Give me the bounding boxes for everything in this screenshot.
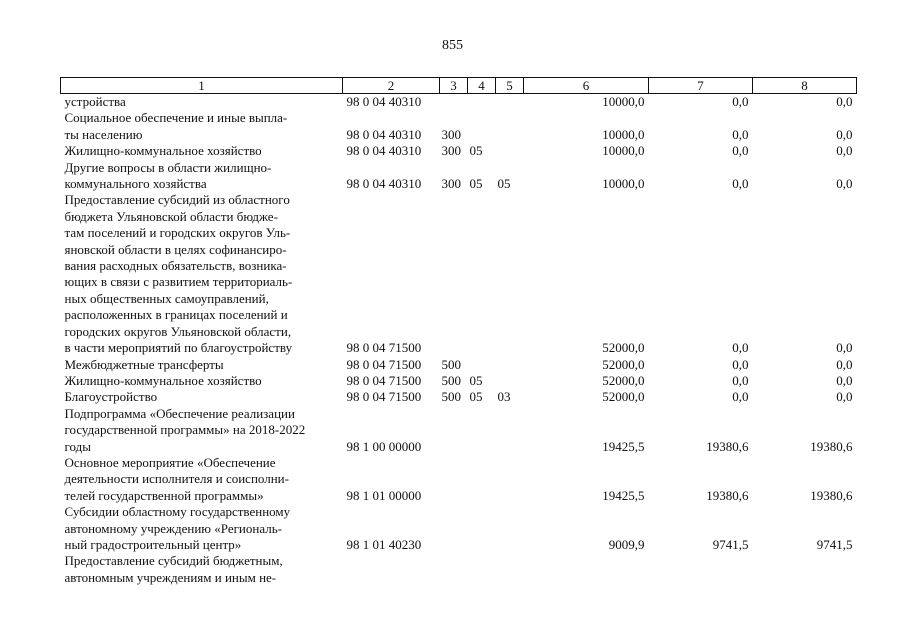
- expense-type: 300: [441, 143, 461, 159]
- target-code: 98 0 04 71500: [346, 340, 422, 356]
- amount-col-8: 0,0: [836, 389, 853, 405]
- row-name: Подпрограмма «Обеспечение реализации государственной программы» на 2018-2022 годы: [64, 405, 306, 454]
- target-code: 98 1 00 00000: [346, 438, 422, 454]
- row-name: устройства: [64, 94, 126, 109]
- amount-col-7: [649, 553, 753, 586]
- row-name: Предоставление субсидий из областного бюджета Ульяновской области бюдже- там поселений и городских округов Уль- яновской области в целях софинансиро- вания расходных обязательств, возника- ющих в связи с развитием территориаль- ных общественных самоуправлений, расположенных в границах поселений и городских округов Ульяновской области, в части мероприятий по благоустройству: [64, 192, 293, 356]
- expense-type: [440, 94, 468, 111]
- table-row: [61, 373, 857, 389]
- col-header-6: 6: [524, 78, 649, 94]
- table-row: [61, 357, 857, 373]
- table-row: [61, 553, 857, 586]
- section: [468, 192, 496, 356]
- section: [468, 110, 496, 143]
- amount-col-8: 0,0: [836, 143, 853, 159]
- target-code: 98 0 04 40310: [346, 94, 422, 109]
- row-name: Жилищно-коммунальное хозяйство: [64, 372, 262, 388]
- target-code: 98 1 01 40230: [346, 536, 422, 552]
- table-row: [61, 110, 857, 143]
- amount-col-8: 0,0: [836, 340, 853, 356]
- amount-col-6: 10000,0: [602, 94, 645, 109]
- section: 05: [469, 372, 483, 388]
- amount-col-6: 19425,5: [602, 487, 645, 503]
- subsection: [496, 373, 524, 389]
- table-row: [61, 94, 857, 111]
- row-name: Другие вопросы в области жилищно- коммунального хозяйства: [64, 159, 272, 192]
- header-row: [61, 78, 857, 94]
- table-row: [61, 455, 857, 504]
- target-code: 98 0 04 40310: [346, 143, 422, 159]
- amount-col-8: 0,0: [836, 356, 853, 372]
- amount-col-8: [753, 553, 857, 586]
- budget-table: [60, 77, 857, 586]
- expense-type: 300: [441, 126, 461, 142]
- target-code: 98 0 04 40310: [346, 126, 422, 142]
- amount-col-6: 9009,9: [608, 536, 645, 552]
- section: [468, 406, 496, 455]
- col-header-7: 7: [649, 78, 753, 94]
- subsection: [496, 406, 524, 455]
- page-number: 855: [442, 38, 463, 53]
- table-row: [61, 389, 857, 405]
- expense-type: 300: [441, 176, 461, 192]
- col-header-4: 4: [468, 78, 496, 94]
- amount-col-6: 52000,0: [602, 340, 645, 356]
- row-name: Благоустройство: [64, 389, 158, 405]
- target-code: 98 0 04 71500: [346, 356, 422, 372]
- col-header-8: 8: [753, 78, 857, 94]
- amount-col-7: 0,0: [732, 143, 749, 159]
- row-name: Субсидии областному государственному автономному учреждению «Региональ- ный градостроительный центр»: [64, 504, 291, 552]
- row-name: Основное мероприятие «Обеспечение деятельности исполнителя и соисполни- телей государственной программы»: [64, 454, 289, 503]
- amount-col-7: 0,0: [732, 372, 749, 388]
- subsection: [496, 192, 524, 356]
- target-code: [343, 553, 440, 586]
- row-name: Социальное обеспечение и иные выпла- ты населению: [64, 110, 288, 142]
- expense-type: [440, 504, 468, 553]
- col-header-1: 1: [61, 78, 343, 94]
- amount-col-8: 9741,5: [816, 536, 853, 552]
- target-code: 98 0 04 40310: [346, 176, 422, 192]
- expense-type: 500: [441, 372, 461, 388]
- table-row: [61, 406, 857, 455]
- target-code: 98 0 04 71500: [346, 389, 422, 405]
- subsection: [496, 110, 524, 143]
- subsection: 05: [497, 176, 511, 192]
- amount-col-7: 0,0: [732, 340, 749, 356]
- amount-col-8: 0,0: [836, 372, 853, 388]
- table-row: [61, 143, 857, 159]
- expense-type: [440, 553, 468, 586]
- expense-type: [440, 192, 468, 356]
- table-row: [61, 160, 857, 193]
- amount-col-6: 52000,0: [602, 356, 645, 372]
- amount-col-8: 0,0: [836, 176, 853, 192]
- expense-type: 500: [441, 356, 461, 372]
- amount-col-7: 0,0: [732, 356, 749, 372]
- section: 05: [469, 143, 483, 159]
- amount-col-7: 0,0: [732, 94, 749, 109]
- section: 05: [469, 389, 483, 405]
- section: [468, 504, 496, 553]
- section: [468, 357, 496, 373]
- section: [468, 455, 496, 504]
- amount-col-6: 10000,0: [602, 176, 645, 192]
- amount-col-7: 0,0: [732, 176, 749, 192]
- subsection: [496, 455, 524, 504]
- col-header-2: 2: [343, 78, 440, 94]
- row-name: Жилищно-коммунальное хозяйство: [64, 143, 262, 159]
- amount-col-7: 19380,6: [706, 487, 749, 503]
- target-code: 98 1 01 00000: [346, 487, 422, 503]
- amount-col-6: 10000,0: [602, 143, 645, 159]
- amount-col-8: 0,0: [836, 94, 853, 109]
- amount-col-8: 0,0: [836, 126, 853, 142]
- row-name: Межбюджетные трансферты: [64, 356, 224, 372]
- row-name: Предоставление субсидий бюджетным, автономным учреждениям и иным не-: [64, 553, 283, 585]
- section: [468, 553, 496, 586]
- amount-col-7: 19380,6: [706, 438, 749, 454]
- section: [468, 94, 496, 111]
- amount-col-6: 52000,0: [602, 389, 645, 405]
- subsection: [496, 553, 524, 586]
- expense-type: [440, 455, 468, 504]
- amount-col-7: 9741,5: [712, 536, 749, 552]
- amount-col-6: 19425,5: [602, 438, 645, 454]
- subsection: [496, 143, 524, 159]
- expense-type: [440, 406, 468, 455]
- amount-col-6: 52000,0: [602, 372, 645, 388]
- amount-col-7: 0,0: [732, 389, 749, 405]
- amount-col-8: 19380,6: [810, 487, 853, 503]
- col-header-3: 3: [440, 78, 468, 94]
- amount-col-6: 10000,0: [602, 126, 645, 142]
- col-header-5: 5: [496, 78, 524, 94]
- section: 05: [469, 176, 483, 192]
- table-row: [61, 504, 857, 553]
- subsection: [496, 94, 524, 111]
- target-code: 98 0 04 71500: [346, 372, 422, 388]
- table-row: [61, 192, 857, 356]
- subsection: [496, 504, 524, 553]
- amount-col-7: 0,0: [732, 126, 749, 142]
- expense-type: 500: [441, 389, 461, 405]
- amount-col-8: 19380,6: [810, 438, 853, 454]
- subsection: [496, 357, 524, 373]
- subsection: 03: [497, 389, 511, 405]
- amount-col-6: [524, 553, 649, 586]
